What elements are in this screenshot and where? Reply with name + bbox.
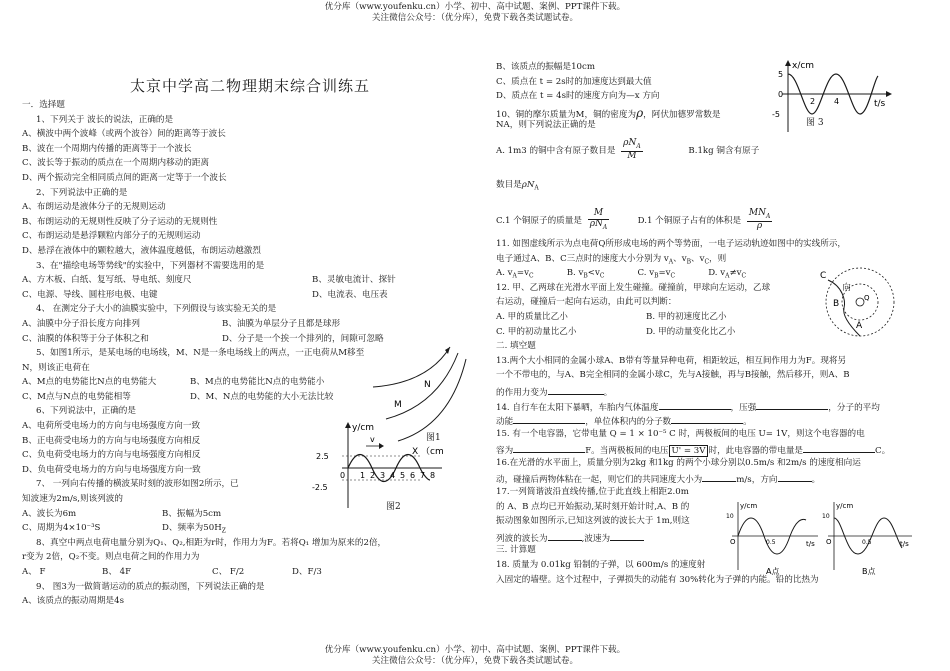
q3-option-b: B、灵敏电流计、探针 [312,275,396,286]
q11-sub-b: B [686,258,691,266]
q11-ob-rel: <v [587,268,600,279]
footer-line-1: 优分库（www.youfenku.cn）小学、初中、高中试题、案例、PPT课件下载。 [324,645,626,655]
q3-options-cd [22,290,472,305]
q13-stem: 13.两个大小相同的金属小球A、B带有等量异种电荷，相距较远，相互间作用力为F。现将另 [496,355,847,366]
q15-stem-cont [496,443,936,458]
fig3-y-bottom: -5 [772,110,780,119]
q4-options-ab [22,319,472,334]
q5-option-c: C、M点与N点的电势能相等 [22,391,131,402]
q10-option-b-cont [496,167,936,203]
q16-stem: 16.在光滑的水平面上，质量分别为2kg 和1kg 的两个小球分别以0.5m/s 和2m/s 的速度相向运 [496,457,861,468]
figure-3-caption: 图 3 [806,118,824,128]
q11-od-rel: ≠v [729,268,742,279]
q17d-mid: ,波速为 [581,533,611,544]
q10-b-sub: A [534,184,539,192]
q11-sep2: 、v [691,253,705,264]
q14-stem [496,400,936,415]
q10-c-den: ρN [589,219,603,230]
q4-option-b: B、油膜为单层分子且都是球形 [222,318,341,329]
q16b-text: 动，碰撞后两物体粘在一起，则它们的共同速度大小为 [496,475,703,486]
q14-end: ，分子的平均 [828,402,880,413]
section-calculation: 三. 计算题 [496,545,536,556]
q10-b-val: ρN [521,179,535,190]
fig17-a-caption: A点 [766,567,780,576]
q11-oc-sub1: B [654,272,659,280]
page-header [0,2,950,23]
q6-option-b: B、正电荷受电场力的方向与电场强度方向相反 [22,435,201,446]
q11-ob-sub1: B [583,272,588,280]
fig11-q-label: Q [864,294,870,302]
q1-option-a: A、横波中两个波峰（或两个波谷）间的距离等于波长 [22,129,226,140]
q15b-tail: 时，此电容器的带电量是 [708,446,804,457]
q10-stem-cont: NA，则下列说法正确的是 [496,120,596,131]
fig2-x-axis-label: X （cm [412,447,444,457]
q11-oc-text: C. v [637,268,655,279]
header-line-2: 关注微信公众号：（优分库），免费下载各类试题试卷。 [371,12,579,23]
q8-option-d: D、F/3 [292,567,322,577]
rho-symbol: ρ [636,105,644,120]
q10-option-d: D.1 个铜原子占有的体积是 [637,215,742,226]
fig17-b-graph [822,502,912,576]
q10-a-fraction [621,139,643,161]
q11-sub-a: A [668,258,674,266]
q14b-text: 动能 [496,417,514,428]
q11-oa-rel: =v [516,268,529,279]
q4-option-a: A、油膜中分子沿长度方向排列 [22,318,140,329]
q3-options-ab [22,275,472,290]
q18-stem-cont: 入固定的墙壁。这个过程中，子弹损失的动能有 30%转化为子弹的内能。铅的比热为 [496,574,819,585]
fig2-x-tick: 1 [360,471,366,480]
q2-option-c: C、布朗运动是悬浮颗粒内部分子的无规则运动 [22,231,201,242]
fig17-a-graph [726,502,818,576]
q1-stem: 1、下列关于 波长的说法，正确的是 [36,114,174,125]
q12-option-a: A. 甲的质量比乙小 [496,311,568,322]
q8-option-b: B、 4F [102,567,132,577]
q5-option-d: D、M、N点的电势能的大小无法比较 [190,391,334,402]
q2-stem: 2、下列说法中正确的是 [36,187,128,198]
q4-option-d: D、分子是一个挨一个排列的，间隙可忽略 [222,333,384,344]
q17-blank-1[interactable] [548,531,582,541]
q10-a-den: M [627,150,637,161]
fig17-a-o: O [730,538,736,546]
q1-option-c: C、波长等于振动的质点在一个周期内移动的距离 [22,158,210,169]
fig2-v-label: v [370,435,375,444]
fig11-a-label: A [856,321,863,331]
q3-option-c: C、电源、导线、圆柱形电极、电键 [22,289,158,300]
q12-stem-tail: 向 [842,282,851,293]
q16b-mid: m/s，方向 [736,475,778,486]
fig2-v-arrowhead [379,443,384,449]
fig3-t-2: 2 [810,97,816,106]
q17-stem: 17.一列简谐波沿直线传播,位于此直线上相距2.0m [496,487,689,498]
q5-stem: 5、如图1所示，是某电场的电场线，M、N是一条电场线上的两点，一正电荷从M移至 [36,348,365,359]
fig1-m-label: M [394,400,402,410]
fig3-y-mid: 0 [778,90,784,99]
q6-stem: 6、下列说法中，正确的是 [36,406,136,417]
q10-a-num: ρN [623,138,637,149]
fig17-b-val2: 0.5 [862,539,872,546]
q15-stem: 15. 有一个电容器，它带电量 Q = 1 × 10⁻⁵ C 时，两极板间的电压 U= 1V，则这个电容器的电 [496,428,865,439]
q10-stem-text: 10、铜的摩尔质量为M，铜的密度为 [496,109,637,120]
fig2-y-axis-label: y/cm [352,423,375,433]
footer-line-2: 关注微信公众号：（优分库），免费下载各类试题试卷。 [371,655,579,666]
q11-ob-text: B. v [566,268,584,279]
q10-c-sub: A [602,224,608,232]
q11-sep1: 、v [673,253,687,264]
q14-blank-1[interactable] [659,400,731,410]
fig17-b-caption: B点 [862,567,876,576]
q14-blank-4[interactable] [671,414,743,424]
q11-ob-sub2: C [599,272,605,280]
q2-option-b: B、布朗运动的无规则性反映了分子运动的无规则性 [22,216,218,227]
q13-stem-cont: 一个不带电的，与A、B完全相同的金属小球C，先与A接触，再与B接触，然后移开，则A、B [496,370,850,381]
fig2-x-tick: 4 [390,471,396,480]
q14-blank-2[interactable] [756,400,828,410]
fig2-y-top: 2.5 [316,452,329,461]
fig17-a-val2: 0.5 [766,539,776,546]
q14b-mid: ，单位体积内的分子数 [585,417,672,428]
section-choice: 一．选择题 [22,100,65,110]
q12-stem-cont: 右运动，碰撞后一起向右运动，由此可以判断： [496,297,677,308]
q15b-end: C。 [875,446,891,457]
q9-stem: 9、 图3为一做简谐运动的质点的振动图，下列说法正确的是 [36,581,265,592]
q5-option-b: B、M点的电势能比N点的电势能小 [190,377,325,388]
q11-option-a [496,268,564,280]
fig3-t-label: t/s [874,99,886,109]
q10-a-sub: A [636,143,641,151]
q16b-end: 。 [811,475,821,486]
q7-stem: 7、 一列向右传播的横波某时刻的波形如图2所示，已 [36,479,239,490]
fig2-x-tick: 3 [380,471,386,480]
figure-3-vibration [768,58,908,138]
q14b-end: 。 [743,417,752,428]
header-line-1: 优分库（www.youfenku.cn）小学、初中、高中试题、案例、PPT课件下载。 [324,2,626,12]
q13-stem-cont2 [496,385,936,400]
q8-option-a: A、 F [22,567,46,577]
q7-option-a: A、波长为6m [22,508,77,519]
q15b-text: 容为 [496,446,514,457]
q5-stem-cont: N，则该正电荷在 [22,362,90,373]
q11-oa-sub1: A [512,272,517,280]
q7-option-c: C、周期为4×10⁻³S [22,523,101,534]
q16-stem-cont [496,472,936,487]
q4-stem: 4、 在测定分子大小的油膜实验中，下列假设与该实验无关的是 [36,304,277,315]
q11-od-text: D. v [708,268,726,279]
q11-sub-c: C [704,258,710,266]
fig17-a-val1: 10 [726,513,734,520]
q17-blank-2[interactable] [610,531,644,541]
q15-blank-2[interactable] [803,443,875,453]
fig2-x-tick: 7 [420,471,426,480]
equipotential-inner [842,284,878,320]
field-line-1 [373,347,450,387]
q12-stem-text: 12. 甲、乙两球在光滑水平面上发生碰撞。碰撞前，甲球向左运动，乙球 [496,282,771,293]
q10-d-num: MN [748,208,766,219]
q6-option-d: D、负电荷受电场力的方向与电场强度方向一致 [22,464,201,475]
q15-blank-1[interactable] [513,443,585,453]
page-footer [0,645,950,666]
figure-2-caption: 图2 [386,502,401,512]
q7-option-d-sub: Z [221,527,226,535]
q14-blank-3[interactable] [513,414,585,424]
q2-option-d: D、悬浮在液体中的颗粒越大，液体温度越低，布朗运动越激烈 [22,245,261,256]
q16-blank-1[interactable] [702,472,736,482]
fig17-b-tlabel: t/s [900,540,909,548]
q8-options [22,567,472,582]
q11-stem: 11. 如图虚线所示为点电荷Q所形成电场的两个等势面，一电子运动轨迹如图中的实线所示， [496,238,847,249]
fig2-x-tick: 2 [370,471,376,480]
q17-stem-cont2: 振动图象如图所示,已知这列波的波长大于 1m,则这 [496,516,690,527]
q11-od-sub2: C [741,272,747,280]
fig17-b-ylabel: y/cm [836,502,854,510]
q14-stem-text: 14. 自行车在太阳下暴晒，车胎内气体温度 [496,402,659,413]
q10-b-cont-text: 数目是 [496,179,522,190]
q10-d-den: ρ [756,220,763,231]
q17d-text: 列波的波长为 [496,533,548,544]
page-title: 太京中学高二物理期末综合训练五 [130,77,371,95]
q11-od-sub1: A [725,272,730,280]
q10-options-ab [496,135,936,167]
q10-options-cd [496,203,936,239]
q2-option-a: A、布朗运动是液体分子的无规则运动 [22,202,166,213]
q10-c-num: M [588,209,610,220]
q11-stem-cont-text: 电子通过A、B、C三点时的速度大小分别为 v [496,253,669,264]
q7-option-d: D、频率为50H [162,523,222,534]
q7-options-cd [22,523,472,538]
q11-option-c [637,268,705,280]
q11-option-b [567,268,635,280]
q11-option-d [708,268,746,278]
q11-oc-sub2: C [670,272,676,280]
q3-option-a: A、方木板、白纸、复写纸、导电纸、刻度尺 [22,275,192,286]
q12-option-c: C. 甲的初动量比乙小 [496,326,577,337]
q11-oa-sub2: C [528,272,534,280]
q10-option-a: A. 1m3 的铜中含有原子数目是 [496,145,616,156]
q17-stem-cont: 的 A、B 点均已开始振动,某时刻开始计时,A、B 的 [496,501,690,512]
q8-option-c: C、 F/2 [212,567,245,577]
q4-option-c: C、油膜的体积等于分子体积之和 [22,333,149,344]
fig3-y-top: 5 [778,70,784,79]
fig2-y-bottom: -2.5 [312,483,328,492]
q11-oa-text: A. v [496,268,513,279]
q12-option-d: D. 甲的动量变化比乙小 [646,326,736,337]
q8-stem-cont: r变为 2倍，Q₂不变。则点电荷之间的作用力为 [22,552,200,563]
fig17-b-o: O [826,538,832,546]
fig2-x-tick: 8 [430,471,436,480]
q18-stem: 18. 质量为 0.01kg 铅制的子弹，以 600m/s 的速度射 [496,560,706,571]
fig2-x-tick: 5 [400,471,406,480]
q1-option-b: B、波在一个周期内传播的距离等于一个波长 [22,143,192,154]
fig3-t-4: 4 [834,97,840,106]
q1-option-d: D、两个振动完全相同质点间的距离一定等于一个波长 [22,172,227,183]
q14-mid: ，压强 [730,402,757,413]
q5-option-a: A、M点的电势能比N点的电势能大 [22,377,157,388]
q8-stem: 8、真空中两点电荷电量分别为Q₁、Q₂,相距为r时，作用力为F。若将Q₁ 增加为原来的2倍， [36,537,387,548]
q9-option-b: B、该质点的振幅是10cm [496,62,595,72]
q10-d-fraction [747,209,772,231]
fig2-x-tick: 6 [410,471,416,480]
q10-stem-text2: ，阿伏加德罗常数是 [643,109,721,120]
q10-d-sub: A [765,213,771,221]
fig2-x-ticks [360,471,435,480]
section-fill-in: 二. 填空题 [496,341,536,352]
fig3-t-arrow [886,91,892,97]
q9-option-d: D、质点在 t = 4s时的速度方向为—x 方向 [496,91,660,102]
q10-option-b: B.1kg 铜含有原子 [688,145,760,156]
q13-stem-cont2-text: 的作用力变为 [496,387,548,398]
figure-17-vibrations [726,498,916,578]
fig17-b-val1: 10 [822,513,830,520]
fig1-n-label: N [424,380,431,390]
q16-blank-2[interactable] [778,472,812,482]
figure-1-caption: 图1 [426,433,441,443]
q13-answer-blank[interactable] [548,385,604,395]
q9-option-c: C、质点在 t = 2s时的加速度达到最大值 [496,76,652,87]
q3-stem: 3、在"描绘电场等势线"的实验中，下列器材不需要选用的是 [36,260,265,271]
q10-c-fraction [588,209,610,231]
q7-option-b: B、振幅为5cm [162,508,222,519]
fig2-y-arrow [345,422,351,428]
charge-q [856,298,864,306]
fig3-y-label: x/cm [792,61,815,71]
q6-option-c: C、负电荷受电场力的方向与电场强度方向相反 [22,450,201,461]
fig17-a-ylabel: y/cm [740,502,758,510]
q3-option-d: D、电流表、电压表 [312,289,388,300]
q14-stem-cont [496,414,936,429]
q11-oc-rel: =v [658,268,671,279]
fig17-a-tlabel: t/s [806,540,815,548]
q6-option-a: A、电荷所受电场力的方向与电场强度方向一致 [22,421,201,432]
q12-option-b: B. 甲的初速度比乙小 [646,311,727,322]
q9-option-a: A、该质点的振动周期是4s [22,596,125,607]
fig11-c-label: C [820,271,827,281]
figure-2-wave [312,420,472,515]
q13-end: 。 [603,387,613,398]
q15-u-prime: U' = 3V [669,445,709,457]
q15b-mid: F。当两极板间的电压 [585,446,669,457]
fig2-origin: 0 [340,471,346,480]
q7-stem-cont: 知波速为2m/s,则该列波的 [22,494,123,505]
fig11-b-label: B [833,299,840,309]
q10-option-c: C.1 个铜原子的质量是 [496,215,582,226]
fig3-y-arrow [785,60,791,66]
figure-11-equipotentials [818,262,898,342]
q11-sep3: ，则 [709,253,727,264]
